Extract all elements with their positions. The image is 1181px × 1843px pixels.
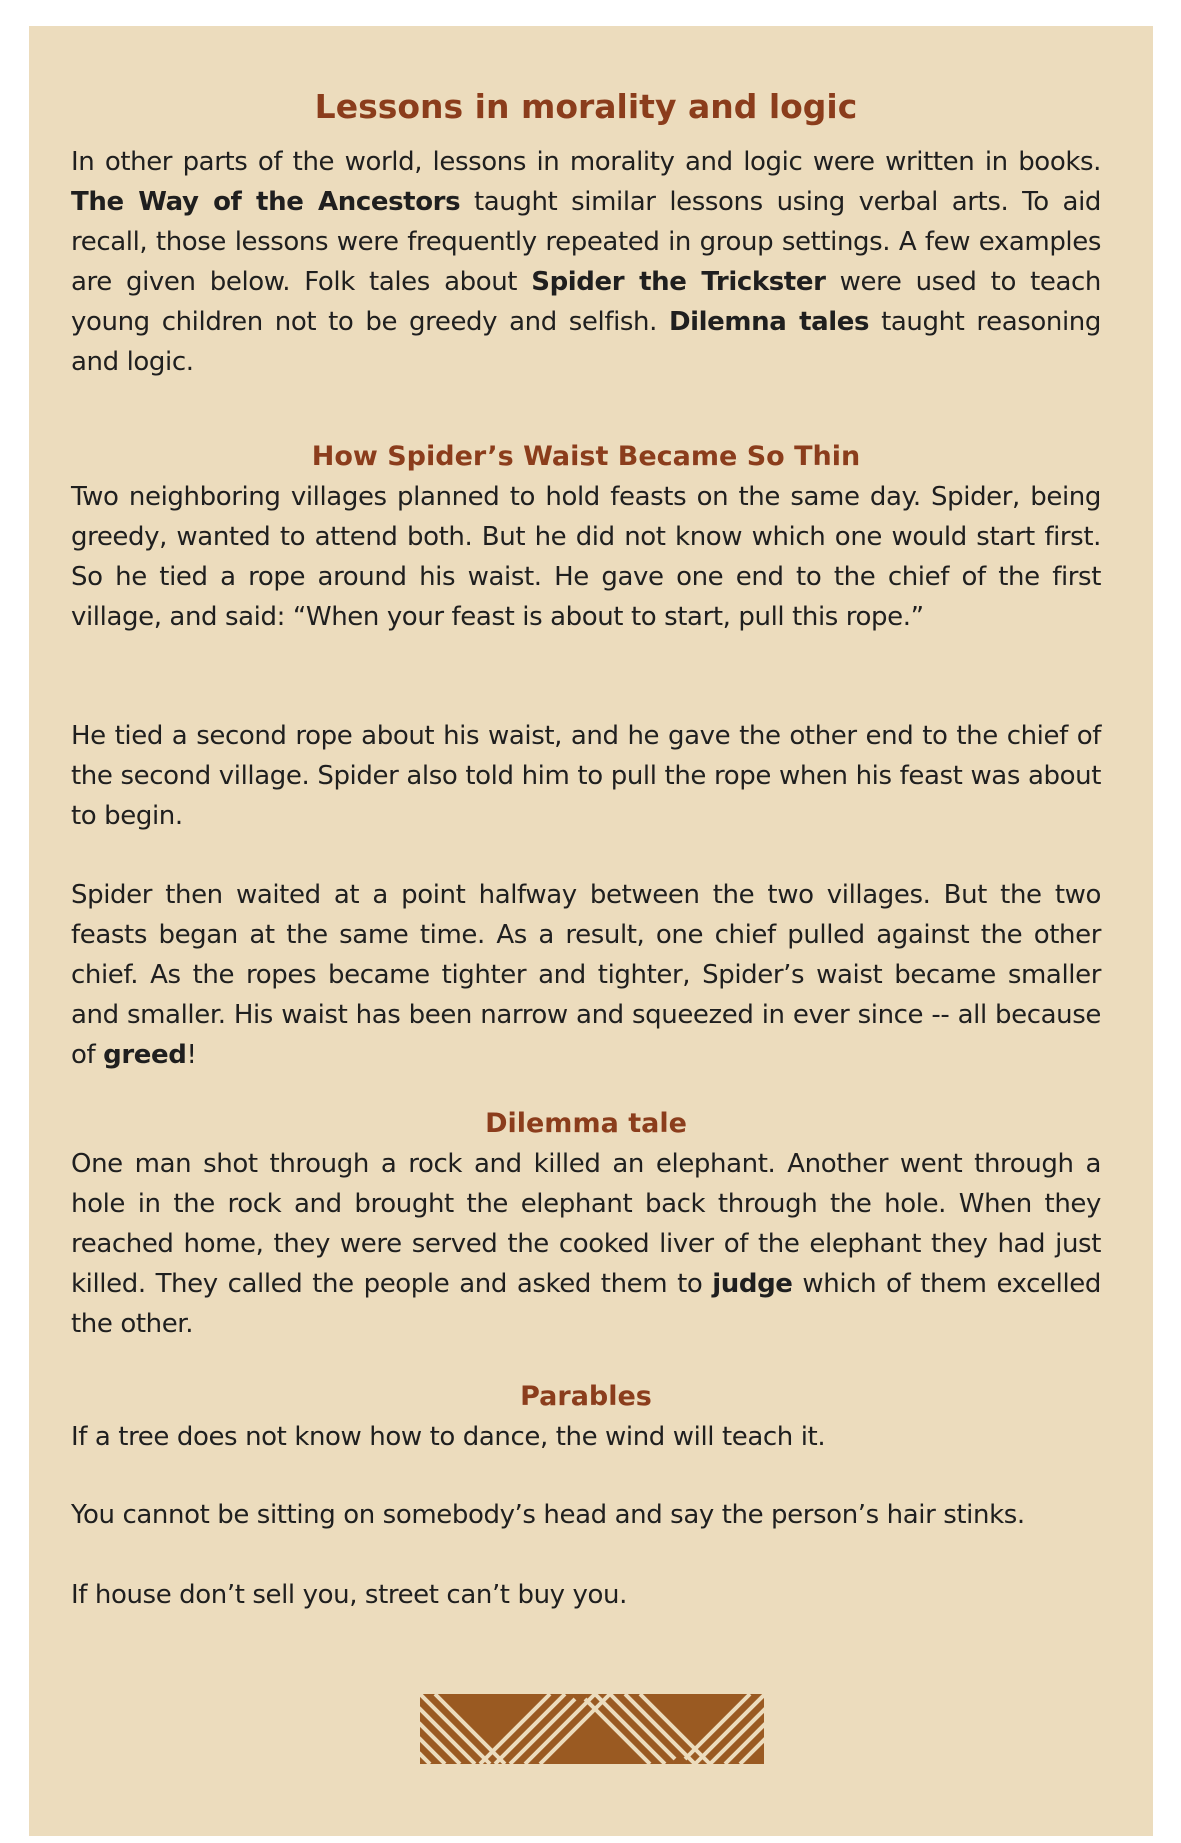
dilemma-text: One man shot through a rock and killed an elephant. Another went through a hole in the rock and brought the elephant back through the hole. When they reached home, they were served the cooked liver of the elephant they had just killed. They called the people and asked them to [71,1149,1101,1299]
intro-text-2: taught similar lessons using verbal arts. To aid recall, those lessons were frequently repeated in group settings. A few examples are given below. Folk tales about [71,187,1101,297]
intro-paragraph [71,142,1101,382]
intro-bold-dilemna: Dilemna tales [668,307,870,337]
parables-heading: Parables [520,1381,652,1412]
judge-bold: judge [712,1269,793,1299]
page-panel [29,26,1153,1836]
intro-text-3: were used to teach young children not to be greedy and selfish. [71,267,1102,337]
spider-p3-text: Spider then waited at a point halfway between the two villages. But the two feasts began at the same time. As a result, one chief pulled against the other chief. As the ropes became tighter and tighter, Spider’s waist became smaller and smaller. His waist has been narrow and squeezed in ever since -- all because of [71,880,1101,1070]
spider-paragraph-1: Two neighboring villages planned to hold feasts on the same day. Spider, being greedy, wanted to attend both. But he did not know which one would start first. So he tied a rope around his waist. He gave one end to the chief of the first village, and said: “When your feast is about to start, pull this rope.” [71,482,1101,632]
dilemma-end: which of them excelled the other. [71,1269,1101,1339]
parable-item: If a tree does not know how to dance, the wind will teach it. [71,1422,826,1452]
parable-item: You cannot be sitting on somebody’s head and say the person’s hair stinks. [71,1500,1025,1530]
page-title: Lessons in morality and logic [314,87,858,126]
parable-item: If house don’t sell you, street can’t buy you. [71,1580,627,1610]
intro-text-1: In other parts of the world, lessons in morality and logic were written in books. [71,147,1101,177]
spider-p3-end: ! [186,1040,197,1070]
spider-paragraph-3 [71,875,1101,1075]
spider-paragraph-2: He tied a second rope about his waist, and he gave the other end to the chief of the second village. Spider also told him to pull the rope when his feast was about to begin. [71,721,1101,831]
dilemma-heading: Dilemma tale [485,1108,687,1139]
intro-text-4: taught reasoning and logic. [71,307,1101,377]
decorative-pattern-icon [420,1694,764,1764]
intro-bold-ancestors: The Way of the Ancestors [71,187,461,217]
dilemma-paragraph [71,1144,1101,1344]
spider-heading: How Spider’s Waist Became So Thin [311,441,861,472]
intro-bold-spider: Spider the Trickster [531,267,826,297]
greed-bold: greed [103,1040,187,1070]
